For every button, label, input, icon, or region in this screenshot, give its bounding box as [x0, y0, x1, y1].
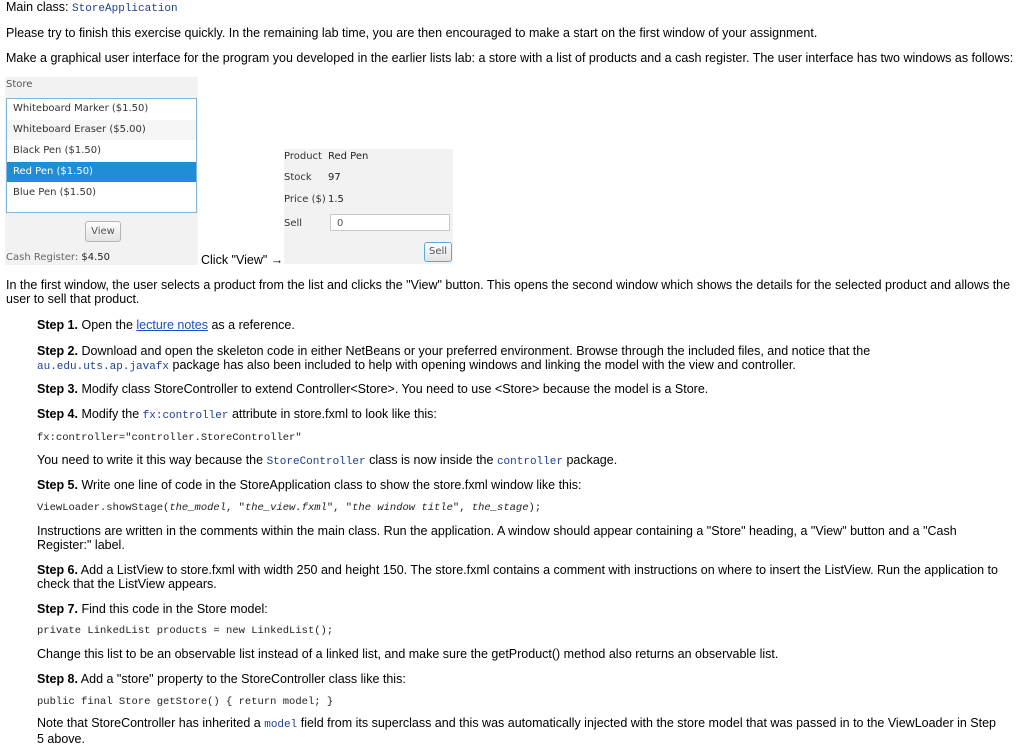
code-part: , " — [226, 502, 245, 514]
step-1-text: Open the — [81, 318, 133, 332]
step-2-text: Download and open the skeleton code in either NetBeans or your preferred environment. Browse through the included files, and notice that the — [81, 344, 871, 358]
step-1-label: Step 1. — [37, 318, 78, 332]
sell-quantity-input[interactable]: 0 — [330, 214, 450, 231]
step-2-text-end: package has also been included to help with opening windows and linking the model with the view and controller. — [172, 358, 796, 372]
step-8-text: Add a "store" property to the StoreController class like this: — [80, 672, 406, 686]
intro-paragraph-2: Make a graphical user interface for the program you developed in the earlier lists lab: a store with a list of products and a cash register. The user interface has two windows as follows: — [6, 51, 1014, 65]
step-8-note-text-end: field from its superclass and this was automatically injected with the store model that was passed in to the ViewLoader in Step 5 above. — [37, 716, 997, 746]
windows-description: In the first window, the user selects a product from the list and clicks the "View" button. This opens the second window which shows the details for the selected product and allows the user to sell that product. — [6, 278, 1011, 306]
step-4 — [37, 407, 1002, 423]
store-controller-code: StoreController — [266, 456, 366, 468]
price-value: 1.5 — [328, 194, 344, 205]
controller-package-code: controller — [496, 456, 563, 468]
step-2-label: Step 2. — [37, 344, 78, 358]
lecture-notes-link[interactable]: lecture notes — [136, 318, 208, 332]
step-5-text: Write one line of code in the StoreApplication class to show the store.fxml window like this: — [81, 478, 582, 492]
step-5-label: Step 5. — [37, 478, 78, 492]
stock-label: Stock — [284, 172, 312, 183]
product-detail-window — [284, 149, 453, 264]
view-button[interactable]: View — [85, 221, 121, 242]
step-6 — [37, 563, 1002, 591]
model-field-code: model — [264, 719, 298, 731]
fx-controller-code: fx:controller — [142, 410, 229, 422]
step-3 — [37, 382, 1002, 396]
step-4-note-text-end: package. — [566, 453, 618, 467]
product-label: Product — [284, 151, 322, 162]
step-8-note — [37, 716, 1002, 746]
step-1-text-end: as a reference. — [211, 318, 295, 332]
list-item[interactable]: Whiteboard Marker ($1.50) — [7, 99, 196, 120]
sell-button[interactable]: Sell — [424, 242, 452, 262]
store-title: Store — [6, 79, 33, 90]
step-7 — [37, 602, 1002, 616]
intro-paragraph-1: Please try to finish this exercise quickly. In the remaining lab time, you are then encouraged to make a start on the first window of your assignment. — [6, 26, 818, 40]
list-item[interactable]: Black Pen ($1.50) — [7, 141, 196, 162]
step-4-note-text-mid: class is now inside the — [369, 453, 494, 467]
step-6-label: Step 6. — [37, 563, 78, 577]
step-5 — [37, 478, 1002, 492]
list-item[interactable]: Whiteboard Eraser ($5.00) — [7, 120, 196, 141]
package-name-code: au.edu.uts.ap.javafx — [37, 361, 170, 373]
product-listview[interactable] — [6, 98, 197, 213]
step-7-code-block: private LinkedList products = new LinkedList(); — [37, 625, 334, 637]
main-class-label: Main class: — [6, 0, 69, 14]
step-6-text: Add a ListView to store.fxml with width 250 and height 150. The store.fxml contains a comment with instructions on where to insert the ListView. Run the application to check that the ListView appears. — [37, 563, 998, 591]
list-item[interactable]: Blue Pen ($1.50) — [7, 183, 196, 204]
step-8-note-text: Note that StoreController has inherited a — [37, 716, 261, 730]
main-class-name: StoreApplication — [72, 3, 178, 15]
step-4-note-text: You need to write it this way because the — [37, 453, 264, 467]
step-8-label: Step 8. — [37, 672, 78, 686]
main-class-line — [6, 0, 1016, 16]
code-param: the window title — [352, 502, 453, 514]
step-2 — [37, 344, 1002, 374]
code-part: ", " — [326, 502, 353, 514]
sell-label: Sell — [284, 218, 303, 229]
cash-register-value: $4.50 — [81, 252, 111, 263]
step-7-note: Change this list to be an observable list instead of a linked list, and make sure the getProduct() method also returns an observable list. — [37, 647, 779, 661]
step-8-code-block: public final Store getStore() { return model; } — [37, 696, 334, 708]
product-value: Red Pen — [328, 151, 369, 162]
store-window — [5, 77, 198, 265]
step-5-code-block — [37, 502, 541, 514]
list-item-selected[interactable]: Red Pen ($1.50) — [7, 162, 196, 183]
click-view-caption: Click "View" → — [201, 253, 284, 267]
step-1 — [37, 318, 1002, 332]
code-param: the_model — [169, 502, 227, 514]
step-7-label: Step 7. — [37, 602, 78, 616]
step-4-note — [37, 453, 1002, 469]
step-7-text: Find this code in the Store model: — [81, 602, 268, 616]
step-3-label: Step 3. — [37, 382, 78, 396]
cash-register-label: Cash Register: — [6, 252, 79, 263]
price-label: Price ($) — [284, 194, 326, 205]
step-3-text: Modify class StoreController to extend Controller<Store>. You need to use <Store> because the model is a Store. — [81, 382, 709, 396]
step-4-label: Step 4. — [37, 407, 78, 421]
cash-register — [6, 252, 110, 263]
step-4-code-block: fx:controller="controller.StoreController" — [37, 432, 302, 444]
code-param: the_stage — [471, 502, 529, 514]
stock-value: 97 — [328, 172, 341, 183]
step-4-text: Modify the — [81, 407, 140, 421]
step-8 — [37, 672, 1002, 686]
step-4-text-end: attribute in store.fxml to look like this: — [231, 407, 437, 421]
code-part: ", — [452, 502, 472, 514]
step-5-note: Instructions are written in the comments within the main class. Run the application. A window should appear containing a "Store" heading, a "View" button and a "Cash Register:" label. — [37, 524, 957, 552]
code-param: the_view.fxml — [244, 502, 327, 514]
code-part: ); — [528, 502, 542, 514]
code-part: ViewLoader.showStage( — [37, 502, 170, 514]
